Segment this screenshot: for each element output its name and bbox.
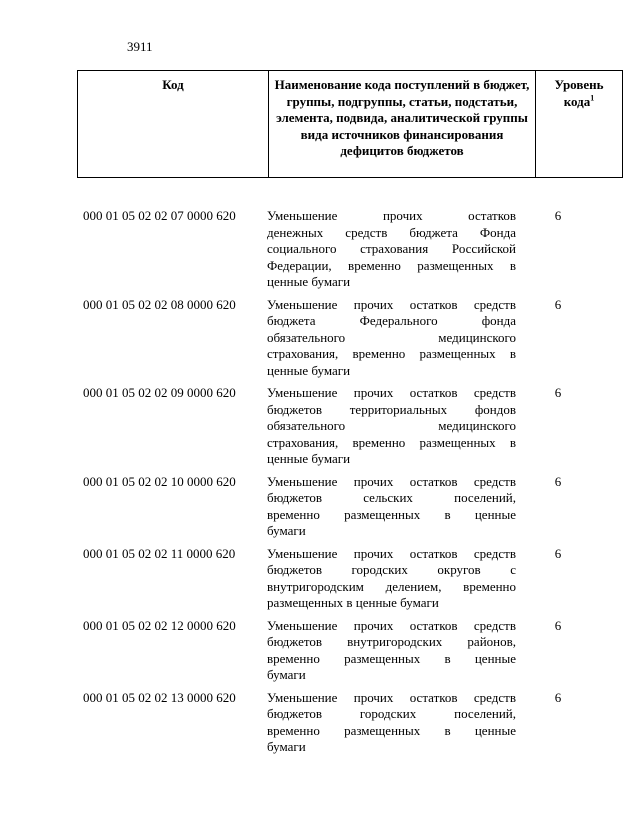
row-name-line: бумаги	[267, 523, 306, 538]
row-level: 6	[554, 473, 562, 489]
row-name-line: ценные бумаги	[267, 274, 351, 289]
row-name-line: Федерации, временно размещенных в	[267, 257, 516, 273]
header-name	[269, 71, 536, 178]
row-code: 000 01 05 02 02 07 0000 620	[83, 208, 236, 223]
row-name-line: Уменьшение прочих остатков средств	[267, 473, 516, 489]
header-level	[536, 71, 623, 178]
row-level: 6	[554, 545, 562, 561]
header-code-label: Код	[162, 77, 184, 92]
row-name-line: бюджетов сельских поселений,	[267, 490, 516, 505]
row-level: 6	[554, 617, 562, 633]
row-name-line: бумаги	[267, 739, 306, 754]
row-name-line: размещенных в ценные бумаги	[267, 595, 439, 610]
row-name-line: денежных средств бюджета Фонда	[267, 224, 516, 240]
row-code: 000 01 05 02 02 13 0000 620	[83, 689, 236, 705]
row-name	[267, 546, 516, 612]
row-name	[267, 208, 516, 291]
header-code	[78, 71, 269, 178]
row-code: 000 01 05 02 02 08 0000 620	[83, 296, 236, 312]
row-name-line: социального страхования Российской	[267, 241, 516, 256]
row-name-line: бюджетов городских поселений,	[267, 706, 516, 721]
row-name-line: бюджетов внутригородских районов,	[267, 634, 516, 649]
row-level: 6	[554, 296, 562, 312]
row-code: 000 01 05 02 02 11 0000 620	[83, 545, 236, 561]
row-name-line: страхования, временно размещенных в	[267, 346, 516, 361]
row-name-line: Уменьшение прочих остатков	[267, 208, 516, 223]
row-level: 6	[554, 385, 562, 400]
row-level: 6	[554, 689, 562, 705]
row-name	[267, 385, 516, 468]
row-name-line: обязательного медицинского	[267, 329, 516, 345]
row-code: 000 01 05 02 02 12 0000 620	[83, 617, 236, 633]
header-name-label: Наименование кода поступлений в бюджет, группы, подгруппы, статьи, подстатьи, элемента, подвида, аналитической группы вида источников финансирования дефицитов бюджетов	[274, 77, 530, 158]
row-name-line: ценные бумаги	[267, 451, 351, 466]
row-name-line: бюджета Федерального фонда	[267, 313, 516, 328]
page-number: 3911	[127, 39, 153, 54]
row-name-line: временно размещенных в ценные	[267, 650, 516, 666]
row-name	[267, 618, 516, 684]
row-code: 000 01 05 02 02 10 0000 620	[83, 473, 236, 489]
row-code: 000 01 05 02 02 09 0000 620	[83, 385, 236, 400]
row-name-line: страхования, временно размещенных в	[267, 434, 516, 450]
row-level: 6	[554, 208, 562, 223]
row-name-line: ценные бумаги	[267, 362, 351, 378]
row-name	[267, 297, 516, 380]
header-level-label: Уровень кода	[554, 77, 604, 109]
row-name-line: Уменьшение прочих остатков средств	[267, 617, 516, 633]
row-name-line: внутригородским делением, временно	[267, 578, 516, 594]
row-name-line: бумаги	[267, 667, 306, 682]
row-name-line: обязательного медицинского	[267, 418, 516, 433]
row-name-line: Уменьшение прочих остатков средств	[267, 385, 516, 400]
row-name-line: бюджетов территориальных фондов	[267, 401, 516, 417]
row-name-line: временно размещенных в ценные	[267, 506, 516, 522]
row-name-line: Уменьшение прочих остатков средств	[267, 296, 516, 312]
row-name-line: Уменьшение прочих остатков средств	[267, 545, 516, 561]
footnote-marker: 1	[590, 93, 595, 103]
row-name-line: бюджетов городских округов с	[267, 562, 516, 577]
table-header	[77, 70, 623, 178]
row-name	[267, 690, 516, 756]
row-name-line: временно размещенных в ценные	[267, 722, 516, 738]
row-name-line: Уменьшение прочих остатков средств	[267, 689, 516, 705]
row-name	[267, 474, 516, 540]
